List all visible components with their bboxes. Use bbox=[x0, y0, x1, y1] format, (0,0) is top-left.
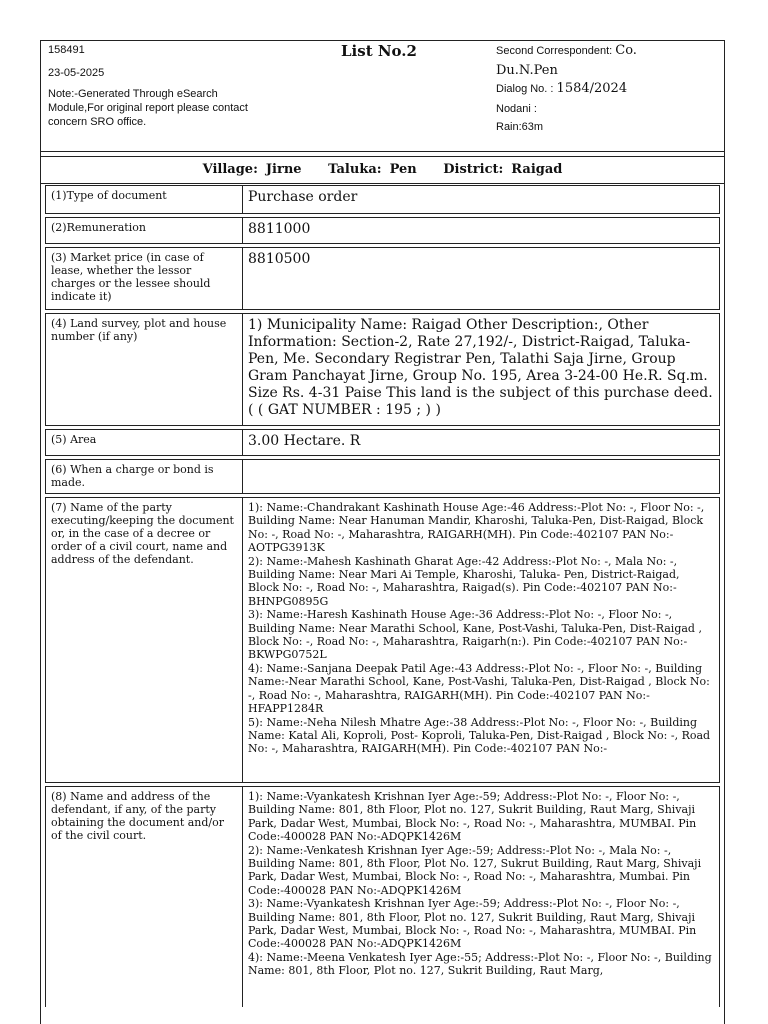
table-row bbox=[45, 786, 720, 1007]
row-value: 8810500 bbox=[243, 248, 719, 310]
party-entry: 1): Name:-Vyankatesh Krishnan Iyer Age:-59; Address:-Plot No: -, Floor No: -, Building Name: 801, 8th Floor, Plot no. 127, Sukrit Building, Raut Marg, Shivaji Park, Dadar West, Mumbai, Block No: -, Road No: -, Maharashtra, MUMBAI. Pin Code:-400028 PAN No:-ADQPK1426M bbox=[248, 790, 697, 844]
table-row bbox=[45, 497, 720, 783]
table-row bbox=[45, 459, 720, 494]
district-label: District: bbox=[443, 162, 504, 177]
party-entry: 4): Name:-Meena Venkatesh Iyer Age:-55; Address:-Plot No: -, Floor No: -, Building Name: 801, 8th Floor, Plot no. 127, Sukrit Building, Raut Marg, bbox=[248, 950, 712, 978]
row-label: (1)Type of document bbox=[46, 186, 243, 214]
table-row bbox=[45, 185, 720, 214]
row-label: (3) Market price (in case of lease, whether the lessor charges or the lessee should indicate it) bbox=[46, 248, 243, 310]
location-line bbox=[41, 157, 724, 184]
table-row bbox=[45, 429, 720, 456]
row-label: (2)Remuneration bbox=[46, 218, 243, 244]
party-entry: 4): Name:-Sanjana Deepak Patil Age:-43 Address:-Plot No: -, Floor No: -, Building Name:-Near Marathi School, Kane, Post-Vashi, Taluka-Pen, Dist-Raigad , Block No: -, Road No: -, Maharashtra, RAIGARH(MH). Pin Code:-402107 PAN No:-HFAPP1284R bbox=[248, 661, 710, 716]
row-label: (7) Name of the party executing/keeping the document or, in the case of a decree or order of a civil court, name and address of the defendant. bbox=[46, 498, 243, 783]
details-table bbox=[45, 185, 720, 1007]
rain-info: Rain:63m bbox=[496, 121, 544, 133]
row-value bbox=[243, 787, 719, 1007]
document-date: 23-05-2025 bbox=[48, 67, 105, 79]
row-value: 8811000 bbox=[243, 218, 719, 244]
row-value bbox=[243, 498, 719, 783]
district-value: Raigad bbox=[511, 162, 563, 177]
second-correspondent-label: Second Correspondent: bbox=[496, 45, 613, 57]
row-label: (6) When a charge or bond is made. bbox=[46, 460, 243, 494]
row-value: Purchase order bbox=[243, 186, 719, 214]
row-label: (5) Area bbox=[46, 430, 243, 456]
nodani-label: Nodani : bbox=[496, 103, 537, 115]
dialog-label: Dialog No. : bbox=[496, 83, 554, 95]
party-entry: 2): Name:-Mahesh Kashinath Gharat Age:-42 Address:-Plot No: -, Mala No: -, Building Name: Near Mari Ai Temple, Kharoshi, Taluka- Pen, District-Raigad, Block No: -, Road No: -, Maharashtra, Raigad(s). Pin Code:-402107 PAN No:-BHNPG0895G bbox=[248, 554, 680, 608]
table-row bbox=[45, 247, 720, 310]
row-value bbox=[243, 460, 719, 494]
second-correspondent-name: Du.N.Pen bbox=[496, 63, 558, 78]
header-left bbox=[48, 43, 268, 129]
esearch-note: Note:-Generated Through eSearch Module,For original report please contact concern SRO office. bbox=[48, 88, 248, 128]
party-entry: 3): Name:-Haresh Kashinath House Age:-36 Address:-Plot No: -, Floor No: -, Building Name: Near Marathi School, Kane, Post-Vashi, Taluka-Pen, Dist-Raigad , Block No: -, Road No: -, Maharashtra, Raigarh(n:). Pin Code:-402107 PAN No:-BKWPG0752L bbox=[248, 608, 702, 662]
taluka-value: Pen bbox=[389, 162, 417, 177]
taluka-label: Taluka: bbox=[328, 162, 382, 177]
document-page bbox=[40, 40, 725, 1024]
row-label: (8) Name and address of the defendant, if any, of the party obtaining the document and/or of the civil court. bbox=[46, 787, 243, 1007]
document-header bbox=[41, 41, 724, 152]
row-label: (4) Land survey, plot and house number (if any) bbox=[46, 314, 243, 426]
village-label: Village: bbox=[202, 162, 258, 177]
party-entry: 3): Name:-Vyankatesh Krishnan Iyer Age:-59; Address:-Plot No: -, Floor No: -, Building Name: 801, 8th Floor, Plot no. 127, Sukrit Building, Raut Marg, Shivaji Park, Dadar West, Mumbai, Block No: -, Road No: -, Maharashtra, MUMBAI. Pin Code:-400028 PAN No:-ADQPK1426M bbox=[248, 897, 697, 951]
second-correspondent-value: Co. bbox=[615, 43, 637, 58]
row-value: 3.00 Hectare. R bbox=[243, 430, 719, 456]
table-row bbox=[45, 313, 720, 426]
table-row bbox=[45, 217, 720, 244]
village-value: Jirne bbox=[265, 162, 302, 177]
party-entry: 2): Name:-Venkatesh Krishnan Iyer Age:-59; Address:-Plot No: -, Mala No: -, Building Name: 801, 8th Floor, Plot No. 127, Sukrut Building, Raut Marg, Shivaji Park, Dadar West, Mumbai, Block No: -, Road No: -, Maharashtra, Mumbai. Pin Code:-400028 PAN No:-ADQPK1426M bbox=[248, 843, 702, 897]
row-value: 1) Municipality Name: Raigad Other Description:, Other Information: Section-2, Rate 27,192/-, District-Raigad, Taluka-Pen, Me. Secondary Registrar Pen, Talathi Saja Jirne, Group Gram Panchayat Jirne, Group No. 195, Area 3-24-00 He.R. Sq.m. Size Rs. 4-31 Paise This land is the subject of this purchase deed.( ( GAT NUMBER : 195 ; ) ) bbox=[243, 314, 719, 426]
dialog-number: 1584/2024 bbox=[556, 81, 628, 96]
page-title: List No.2 bbox=[341, 42, 417, 60]
header-right bbox=[496, 43, 721, 133]
party-entry: 5): Name:-Neha Nilesh Mhatre Age:-38 Address:-Plot No: -, Floor No: -, Building Name: Katal Ali, Koproli, Post- Koproli, Taluka-Pen, Dist-Raigad , Block No: -, Road No: -, Maharashtra, RAIGARH(MH). Pin Code:-402107 PAN No:- bbox=[248, 715, 711, 756]
party-entry: 1): Name:-Chandrakant Kashinath House Age:-46 Address:-Plot No: -, Floor No: -, Building Name: Near Hanuman Mandir, Kharoshi, Taluka-Pen, Dist-Raigad, Block No: -, Road No: -, Maharashtra, RAIGARH(MH). Pin Code:-402107 PAN No:-AOTPG3913K bbox=[248, 501, 705, 555]
document-id: 158491 bbox=[48, 44, 85, 56]
